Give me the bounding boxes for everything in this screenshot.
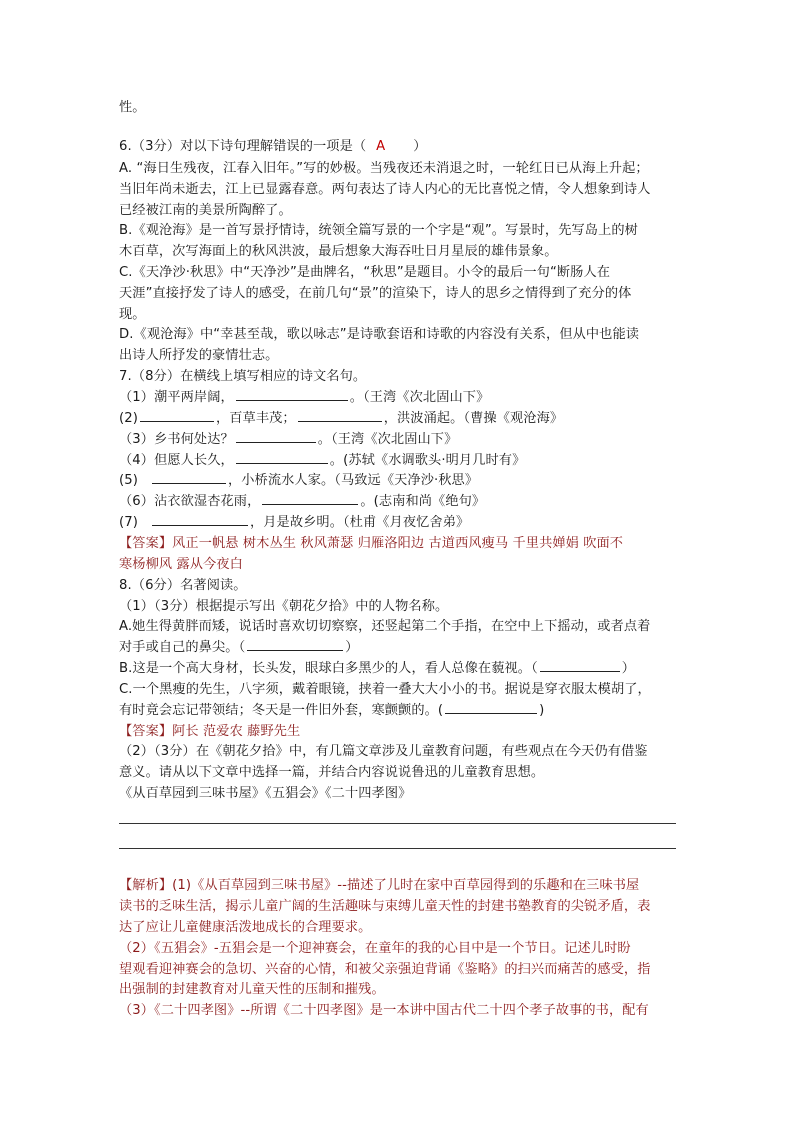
fill-blank[interactable] bbox=[298, 409, 382, 422]
fill-blank[interactable] bbox=[236, 388, 348, 401]
analysis-line-4: （2）《五猖会》-五猖会是一个迎神赛会，在童年的我的心目中是一个节日。记述儿时盼 bbox=[119, 941, 631, 956]
fill-blank[interactable] bbox=[262, 492, 358, 505]
hint-b-line-1: B.这是一个高大身材，长头发，眼球白多黑少的人，看人总像在藐视。（ ） bbox=[119, 661, 636, 676]
fill-blank[interactable] bbox=[445, 701, 537, 714]
question-8-part-2-line-1: （2）（3分）在《朝花夕拾》中，有几篇文章涉及儿童教育问题，有些观点在今天仍有借鉴 bbox=[119, 744, 648, 759]
analysis-line-3: 达了应让儿童健康活泼地成长的合理要求。 bbox=[119, 920, 372, 935]
question-8-part-2-line-2: 意义。请从以下文章中选择一篇，并结合内容说说鲁迅的儿童教育思想。 bbox=[119, 765, 545, 780]
analysis-line-2: 读书的乏味生活，揭示儿童广阔的生活趣味与束缚儿童天性的封建书塾教育的尖锐矛盾，表 bbox=[119, 899, 651, 914]
fill-blank[interactable] bbox=[236, 430, 316, 443]
question-8-part-1: （1）（3分）根据提示写出《朝花夕拾》中的人物名称。 bbox=[119, 599, 449, 614]
option-d-line-1: D.《观沧海》中“幸甚至哉，歌以咏志”是诗歌套语和诗歌的内容没有关系，但从中也能读 bbox=[119, 327, 640, 342]
option-b-line-2: 木百草，次写海面上的秋风洪波，最后想象大海吞吐日月星辰的雄伟景象。 bbox=[119, 244, 558, 259]
fill-blank[interactable] bbox=[540, 659, 620, 672]
fill-blank[interactable] bbox=[236, 451, 328, 464]
analysis-line-6: 出强制的封建教育对儿童天性的压制和摧残。 bbox=[119, 982, 385, 997]
answer-line[interactable] bbox=[119, 823, 676, 824]
text-line: 性。 bbox=[119, 100, 146, 115]
question-7-answer-line-1: 【答案】风正一帆悬 树木丛生 秋风萧瑟 归雁洛阳边 古道西风瘦马 千里共婵娟 吹面不 bbox=[119, 536, 624, 551]
analysis-line-1: 【解析】(1)《从百草园到三味书屋》--描述了儿时在家中百草园得到的乐趣和在三味书屋 bbox=[119, 878, 640, 893]
hint-a-line-2: 对手或自己的鼻尖。（ ） bbox=[119, 640, 359, 655]
hint-c-line-2: 有时竟会忘记带领结；冬天是一件旧外套，寒颤颤的。( ) bbox=[119, 703, 545, 718]
fill-item-3: （3）乡书何处达？ 。（王湾《次北固山下》 bbox=[119, 432, 458, 447]
fill-item-1: （1）潮平两岸阔， 。（王湾《次北固山下》 bbox=[119, 390, 490, 405]
question-7-answer-line-2: 寒杨柳风 露从今夜白 bbox=[119, 557, 243, 572]
option-c-line-2: 天涯”直接抒发了诗人的感受，在前几句“景”的渲染下，诗人的思乡之情得到了充分的体 bbox=[119, 286, 632, 301]
fill-blank[interactable] bbox=[140, 409, 214, 422]
option-a-line-2: 当旧年尚未逝去，江上已显露春意。两句表达了诗人内心的无比喜悦之情，令人想象到诗人 bbox=[119, 182, 651, 197]
fill-blank[interactable] bbox=[152, 471, 226, 484]
analysis-line-7: （3）《二十四孝图》--所谓《二十四孝图》是一本讲中国古代二十四个孝子故事的书，配有 bbox=[119, 1003, 649, 1018]
fill-item-7: (7) ，月是故乡明。（杜甫《月夜忆舍弟》 bbox=[119, 515, 470, 530]
question-8-answer: 【答案】阿长 范爱农 藤野先生 bbox=[119, 724, 301, 739]
option-a-line-3: 已经被江南的美景所陶醉了。 bbox=[119, 203, 292, 218]
fill-item-5: (5) ，小桥流水人家。（马致远《天净沙·秋思》 bbox=[119, 473, 479, 488]
fill-blank[interactable] bbox=[247, 638, 343, 651]
option-d-line-2: 出诗人所抒发的豪情壮志。 bbox=[119, 348, 279, 363]
hint-c-line-1: C.一个黑瘦的先生，八字须，戴着眼镜，挟着一叠大大小小的书。据说是穿衣服太模胡了， bbox=[119, 682, 651, 697]
question-8-stem: 8.（6分）名著阅读。 bbox=[119, 578, 247, 593]
answer-line[interactable] bbox=[119, 848, 676, 849]
fill-item-2: (2) ，百草丰茂； ，洪波涌起。（曹操《观沧海》 bbox=[119, 411, 564, 426]
fill-blank[interactable] bbox=[152, 513, 248, 526]
hint-a-line-1: A.她生得黄胖而矮，说话时喜欢切切察察，还竖起第二个手指，在空中上下摇动，或者点着 bbox=[119, 619, 651, 634]
option-b-line-1: B.《观沧海》是一首写景抒情诗，统领全篇写景的一个字是“观”。写景时，先写岛上的树 bbox=[119, 223, 638, 238]
question-7-stem: 7.（8分）在横线上填写相应的诗文名句。 bbox=[119, 369, 367, 384]
fill-item-4: （4）但愿人长久， 。(苏轼《水调歌头·明月几时有》 bbox=[119, 453, 526, 468]
question-6-answer: A bbox=[376, 139, 386, 154]
option-c-line-1: C.《天净沙·秋思》中“天净沙”是曲牌名，“秋思”是题目。小令的最后一句“断肠人在 bbox=[119, 265, 611, 280]
fill-item-6: （6）沾衣欲湿杏花雨， 。(志南和尚《绝句》 bbox=[119, 494, 486, 509]
analysis-line-5: 望观看迎神赛会的急切、兴奋的心情，和被父亲强迫背诵《鉴略》的扫兴而痛苦的感受，指 bbox=[119, 962, 651, 977]
option-a-line-1: A. “海日生残夜，江春入旧年。”写的妙极。当残夜还未消退之时，一轮红日已从海上升起； bbox=[119, 161, 649, 176]
question-8-article-list: 《从百草园到三味书屋》《五猖会》《二十四孝图》 bbox=[119, 786, 412, 801]
option-c-line-3: 现。 bbox=[119, 307, 146, 322]
question-6-stem: 6.（3分）对以下诗句理解错误的一项是（ A ） bbox=[119, 139, 427, 154]
